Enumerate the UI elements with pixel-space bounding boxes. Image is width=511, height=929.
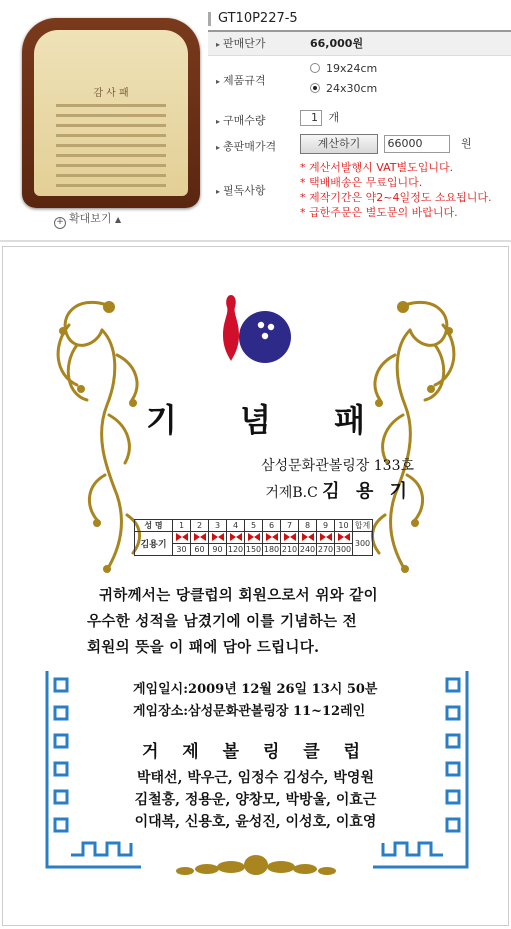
body-line: 귀하께서는 당클럽의 회원으로서 위와 같이	[99, 587, 378, 604]
score-total: 300	[353, 532, 373, 556]
notes-label: ▸ 필독사항	[216, 182, 266, 198]
triangle-up-icon: ▲	[115, 215, 122, 224]
radio-selected-icon[interactable]	[310, 83, 320, 93]
note-item: * 제작기간은 약2~4일정도 소요됩니다.	[300, 191, 492, 204]
certificate-body	[87, 583, 437, 661]
club-name: 거 제 볼 링 클 럽	[141, 742, 370, 762]
floral-bottom-ornament	[171, 845, 341, 885]
product-thumbnail[interactable]	[8, 8, 198, 208]
zoom-button[interactable]	[54, 210, 121, 229]
game-date: 게임일시:2009년 12월 26일 13시 50분	[133, 682, 378, 697]
qty-row	[208, 106, 511, 132]
recipient-prefix: 거제B.C	[265, 485, 318, 501]
price-row	[208, 32, 511, 56]
total-row	[208, 132, 511, 158]
spec-label: ▸ 제품규격	[216, 72, 266, 88]
notes-row	[208, 158, 511, 228]
qty-unit: 개	[328, 111, 340, 124]
radio-icon[interactable]	[310, 63, 320, 73]
certificate-title: 기 념 패	[145, 401, 392, 439]
note-item: * 택배배송은 무료입니다.	[300, 176, 423, 189]
certificate-preview	[2, 246, 509, 926]
meander-border-right	[363, 667, 473, 877]
magnifier-icon: +	[54, 217, 66, 229]
meander-border-left	[41, 667, 151, 877]
note-item: * 계산서발행시 VAT별도입니다.	[300, 161, 454, 174]
spec-option-1[interactable]: 19x24cm	[310, 62, 377, 75]
body-line: 회원의 뜻을 이 패에 담아 드립니다.	[87, 639, 320, 656]
calculate-button[interactable]: 계산하기	[300, 134, 378, 154]
score-table	[134, 519, 373, 556]
score-strike-row	[135, 532, 373, 544]
score-cumulative-row: 30 60 90 120 150 180 210 240 270 300	[135, 544, 373, 556]
total-input[interactable]: 66000	[384, 135, 450, 153]
game-info	[133, 679, 377, 723]
bowling-emblem-icon	[221, 291, 293, 371]
spec-row	[208, 56, 511, 106]
member-line: 박태선, 박우근, 임정수 김성수, 박영원	[137, 770, 374, 786]
qty-label: ▸ 구매수량	[216, 112, 266, 128]
score-header-row: 성 명 1 2 3 4 5 6 7 8 9 10 합계	[135, 520, 373, 532]
member-line: 이대복, 신용호, 윤성진, 이성호, 이효영	[134, 814, 377, 830]
product-info	[208, 8, 511, 228]
recipient-name: 김 용 기	[322, 481, 412, 502]
qty-input[interactable]: 1	[300, 110, 322, 126]
zoom-label: 확대보기	[69, 212, 112, 225]
price-label: ▸ 판매단가	[216, 37, 266, 50]
price-value: 66,000원	[310, 37, 364, 50]
player-name: 김용기	[135, 532, 173, 556]
notes-list	[300, 160, 491, 220]
divider	[0, 240, 511, 242]
club-line: 삼성문화관볼링장 133호	[261, 458, 414, 474]
plaque-image	[22, 18, 200, 208]
recipient-line	[265, 477, 412, 503]
total-unit: 원	[461, 137, 472, 150]
thumb-title: 감 사 패	[93, 88, 129, 99]
total-label: ▸ 총판매가격	[216, 138, 276, 154]
spec-option-2[interactable]: 24x30cm	[310, 82, 377, 95]
game-place: 게임장소:삼성문화관볼링장 11~12레인	[133, 704, 366, 719]
product-code: GT10P227-5	[208, 8, 511, 32]
body-line: 우수한 성적을 남겼기에 이를 기념하는 전	[87, 613, 357, 630]
member-line: 김철홍, 정용운, 양창모, 박방울, 이효근	[134, 792, 377, 808]
note-item: * 급한주문은 별도문의 바랍니다.	[300, 206, 458, 219]
product-panel	[0, 0, 511, 240]
